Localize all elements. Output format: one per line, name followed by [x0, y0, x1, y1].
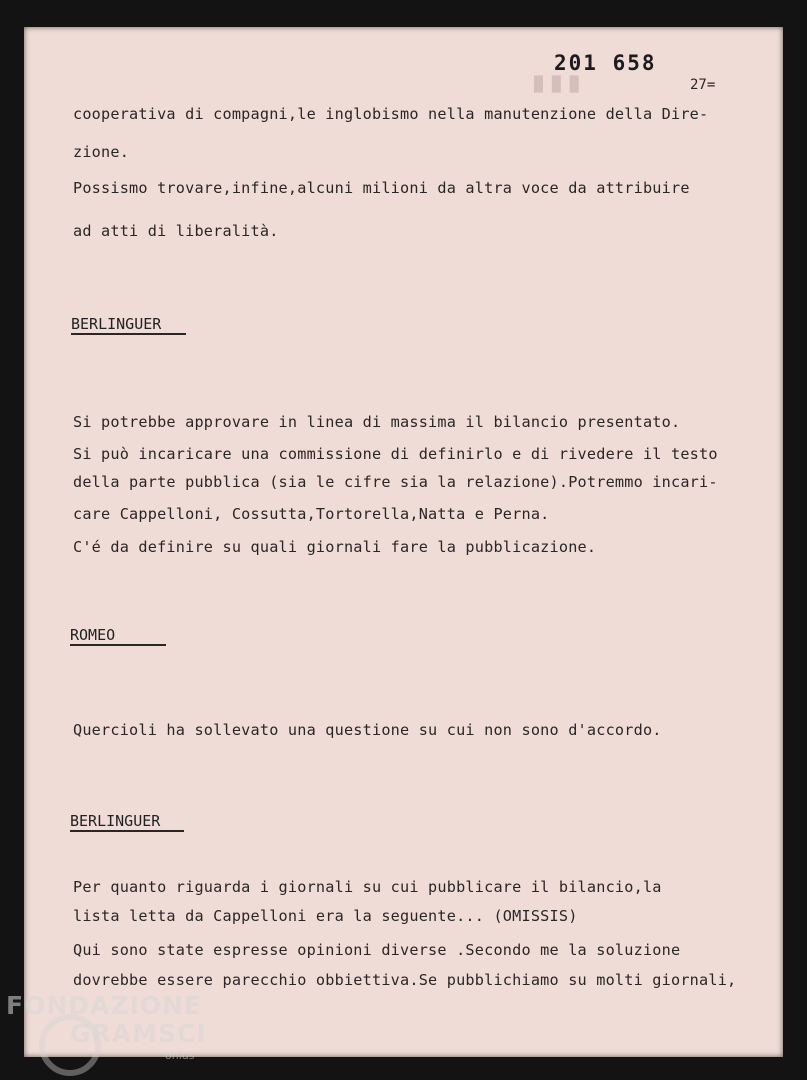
paragraph-line: C'é da definire su quali giornali fare la pubblicazione.	[73, 538, 597, 556]
speaker-heading: BERLINGUER	[71, 315, 162, 333]
archive-number: 201 658	[554, 51, 657, 75]
speaker-underline	[71, 333, 186, 335]
watermark-line1: FONDAZIONE	[6, 991, 203, 1020]
speaker-underline	[70, 644, 166, 646]
paragraph-line: cooperativa di compagni,le inglobismo nella manutenzione della Dire-	[73, 105, 709, 123]
paragraph-line: zione.	[73, 143, 130, 161]
paragraph-line: lista letta da Cappelloni era la seguente... (OMISSIS)	[73, 907, 578, 925]
paragraph-line: care Cappelloni, Cossutta,Tortorella,Natta e Perna.	[73, 505, 550, 523]
paragraph-line: Quercioli ha sollevato una questione su cui non sono d'accordo.	[73, 721, 662, 739]
paragraph-line: della parte pubblica (sia le cifre sia la relazione).Potremmo incari-	[73, 473, 718, 491]
paragraph-line: Per quanto riguarda i giornali su cui pubblicare il bilancio,la	[73, 878, 662, 896]
speaker-underline	[70, 830, 184, 832]
paragraph-line: Qui sono state espresse opinioni diverse .Secondo me la soluzione	[73, 941, 681, 959]
paragraph-line: Si può incaricare una commissione di definirlo e di rivedere il testo	[73, 445, 718, 463]
page-marker: 27=	[690, 77, 716, 93]
speaker-heading: ROMEO	[70, 626, 116, 644]
paragraph-line: dovrebbe essere parecchio obbiettiva.Se pubblichiamo su molti giornali,	[73, 971, 737, 989]
speaker-heading: BERLINGUER	[70, 812, 161, 830]
watermark-line3: onlus	[165, 1049, 195, 1062]
fondazione-gramsci-watermark	[0, 985, 240, 1080]
watermark-line2: GRAMSCI	[70, 1019, 207, 1048]
paragraph-line: Si potrebbe approvare in linea di massima il bilancio presentato.	[73, 413, 681, 431]
paragraph-line: Possismo trovare,infine,alcuni milioni da altra voce da attribuire	[73, 179, 690, 197]
typewritten-sheet: █ █ █ 201 658 27= cooperativa di compagni,le inglobismo nella manutenzione della Dire- zione. Possismo trovare,infine,alcuni milioni da altra voce da attribuire ad atti di liberalità. BERLINGUER Si potrebbe approvare in linea di massima il bilancio presentato. Si può incaricare una commissione di definirlo e di rivedere il testo della parte pubblica (sia le cifre sia la relazione).Potremmo incari- care Cappelloni, Cossutta,Tortorella,Natta e Perna. C'é da definire su quali giornali fare la pubblicazione. ROMEO Quercioli ha sollevato una questione su cui non sono d'accordo. BERLINGUER Per quanto riguarda i giornali su cui pubblicare il bilancio,la lista letta da Cappelloni era la seguente... (OMISSIS) Qui sono state espresse opinioni diverse .Secondo me la soluzione dovrebbe essere parecchio obbiettiva.Se pubblichiamo su molti giornali,	[24, 27, 783, 1057]
paragraph-line: ad atti di liberalità.	[73, 222, 279, 240]
